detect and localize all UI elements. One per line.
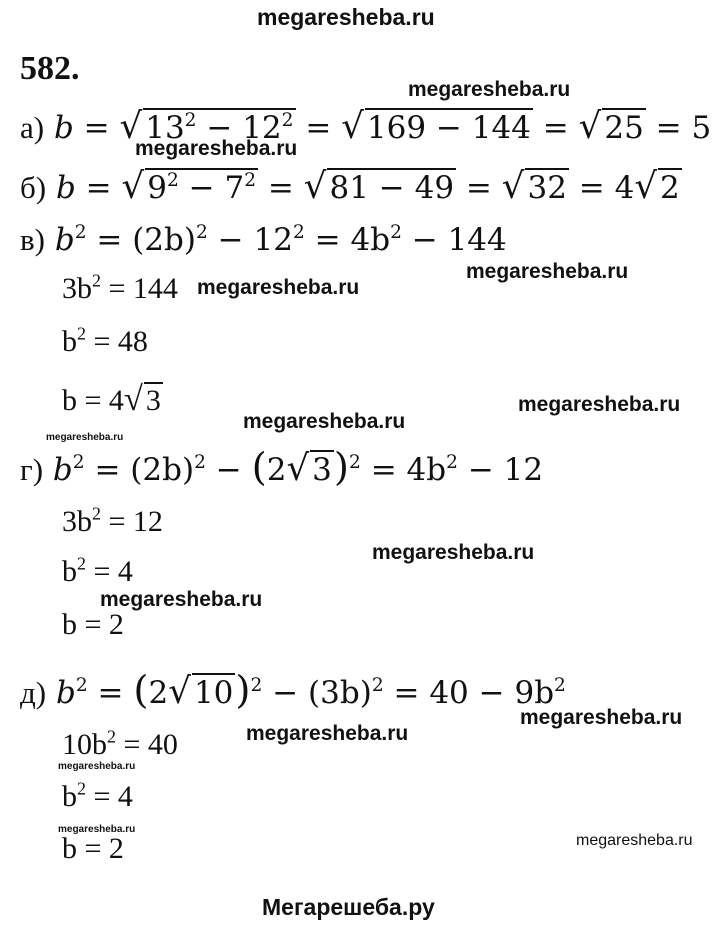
radical: √3 (286, 448, 332, 489)
label-g: г) (20, 452, 44, 487)
step-d-3: b = 2 (62, 832, 124, 865)
radical: √32 (501, 166, 567, 207)
solution-line-g: г) $b^2 = (2b)^2 - (2√3)^2 = 4b^2 - 12$ (20, 445, 544, 490)
solution-line-b: б) $b = √9^2 - 7^2 = √81 - 49 = √32 = 4√2$ (20, 166, 680, 207)
step-g-1: $3b^2 = 12$ (62, 503, 163, 538)
watermark: megaresheba.ru (100, 588, 263, 611)
watermark: megaresheba.ru (58, 761, 136, 772)
step-v-3: b = 4√ 3 (62, 380, 161, 418)
watermark: megaresheba.ru (58, 824, 136, 835)
step-g-2: $b^2 = 4$ (62, 553, 133, 588)
radical: √25 (578, 106, 644, 147)
step-v-1: $3b^2 = 144$ (62, 270, 178, 305)
label-b: б) (20, 170, 47, 205)
watermark: megaresheba.ru (518, 393, 681, 416)
radical: √10 (168, 671, 234, 712)
radical: √81 − 49 (303, 166, 455, 207)
step-g-3: b = 2 (62, 608, 124, 641)
watermark: megaresheba.ru (243, 410, 406, 433)
problem-number: 582. (20, 50, 80, 87)
watermark: megaresheba.ru (576, 832, 693, 849)
watermark: megaresheba.ru (135, 137, 298, 160)
label-a: а) (20, 110, 45, 145)
watermark: megaresheba.ru (197, 276, 360, 299)
expr-text: b = (55, 170, 112, 206)
radical: $√13^2 - 12^2$ (119, 106, 294, 147)
label-d: д) (20, 675, 47, 710)
step-d-2: $b^2 = 4$ (62, 778, 133, 813)
label-v: в) (20, 222, 45, 257)
radical: √169 − 144 (341, 106, 531, 147)
step-v-2: $b^2 = 48$ (62, 323, 148, 358)
header-site-link[interactable]: megaresheba.ru (257, 4, 435, 30)
watermark: megaresheba.ru (372, 541, 535, 564)
watermark: megaresheba.ru (246, 722, 409, 745)
expr-text: b = (53, 110, 110, 146)
radical: √2 (634, 166, 680, 207)
watermark: megaresheba.ru (520, 706, 683, 729)
solution-line-d: д) $b^2 = (2√10)^2 - (3b)^2 = 40 - 9b^2$ (20, 668, 566, 713)
footer-site-link[interactable]: Мегарешеба.ру (262, 894, 435, 920)
step-d-1: $10b^2 = 40$ (62, 726, 178, 761)
watermark: megaresheba.ru (466, 260, 629, 283)
watermark: megaresheba.ru (46, 432, 124, 443)
solution-line-a: а) $b = √13^2 - 12^2 = √169 - 144 = √25 = 5$ (20, 106, 712, 147)
radical: √ 3 (123, 380, 161, 418)
watermark: megaresheba.ru (408, 78, 571, 101)
radical: $√9^2 - 7^2$ (121, 166, 257, 207)
solution-line-v: в) $b^2 = (2b)^2 - 12^2 = 4b^2 - 144$ (20, 221, 507, 258)
